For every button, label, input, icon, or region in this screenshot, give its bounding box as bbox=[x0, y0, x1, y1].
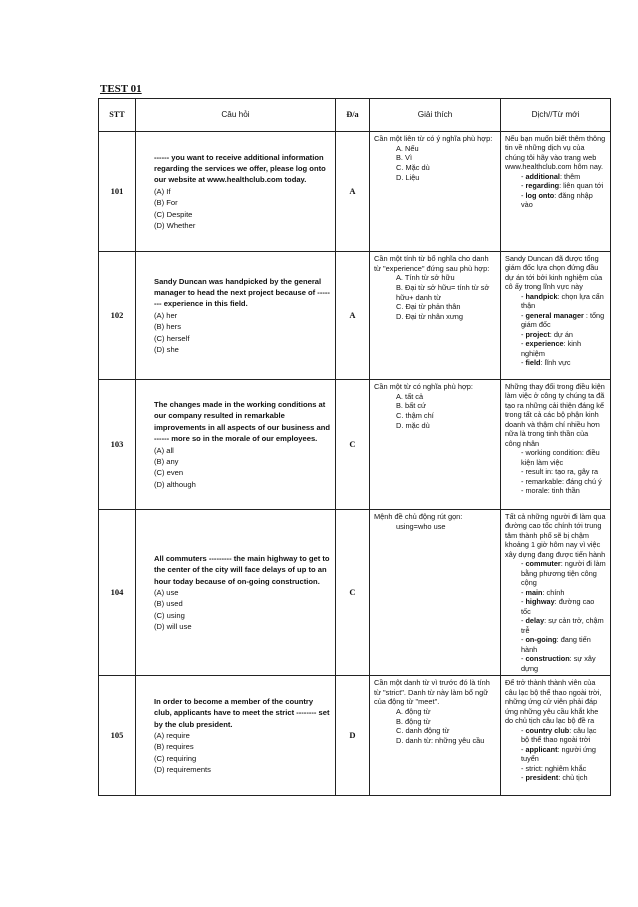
answer-option: (C) Despite bbox=[154, 209, 193, 219]
vocab-item bbox=[505, 292, 606, 311]
vocab-word: project bbox=[525, 329, 550, 339]
answer-option: (A) require bbox=[154, 731, 190, 741]
explanation-heading: Mệnh đề chủ động rút gọn: bbox=[374, 512, 463, 521]
question-cell bbox=[136, 132, 336, 252]
answer-option: (D) she bbox=[154, 344, 179, 354]
explanation-item: A. Nếu bbox=[396, 143, 419, 153]
explanation-heading: Cần một liên từ có ý nghĩa phù hợp: bbox=[374, 134, 493, 143]
vocab-meaning: : chủ tịch bbox=[558, 773, 588, 783]
translation-cell bbox=[501, 132, 611, 252]
answer-option: (B) used bbox=[154, 599, 183, 609]
vocab-meaning: : sự cản trở, chậm trễ bbox=[521, 616, 604, 635]
vocab-word: main bbox=[525, 587, 543, 597]
vocab-meaning: : đăng nhập vào bbox=[521, 190, 593, 210]
vocab-word: general manager bbox=[525, 310, 584, 320]
answer-option: (C) even bbox=[154, 468, 184, 478]
qa-table bbox=[98, 98, 611, 796]
vocab-word: additional bbox=[525, 171, 560, 181]
vocab-meaning: : sự xây dựng bbox=[521, 654, 596, 673]
question-text: ------ you want to receive additional information regarding the services we offer, please log onto our website at www.healthclub.com today. bbox=[154, 152, 326, 185]
explanation-item: D. danh từ: những yêu cầu bbox=[396, 735, 485, 745]
question-text: All commuters --------- the main highway to get to the center of the city will face delays of up to an hour today because of on-going construction. bbox=[154, 553, 330, 586]
explanation-item: D. Đại từ nhân xưng bbox=[396, 311, 463, 321]
translation-text: Để trở thành thành viên của câu lạc bộ thể thao ngoài trời, những ứng cử viên phải đáp ứng những yêu cầu khắt khe do chủ tịch câu lạc bộ đề ra bbox=[505, 678, 602, 726]
vocab-word: president bbox=[525, 773, 559, 783]
explanation-item: A. động từ bbox=[396, 707, 431, 717]
vocab-item bbox=[505, 486, 606, 495]
vocab-item bbox=[505, 635, 606, 654]
answer-option: (A) her bbox=[154, 310, 178, 320]
explanation-cell bbox=[370, 252, 501, 380]
question-number: 102 bbox=[99, 252, 136, 380]
question-text: The changes made in the working conditions at our company resulted in remarkable improvements in all aspects of our business and ------ more so in the morale of our employees. bbox=[154, 399, 330, 444]
vocab-meaning: : thêm bbox=[559, 171, 581, 181]
explanation-item: B. động từ bbox=[396, 716, 431, 726]
vocab-item bbox=[505, 172, 606, 181]
explanation-cell bbox=[370, 676, 501, 796]
explanation-item: C. thậm chí bbox=[396, 410, 434, 420]
answer-option: (B) requires bbox=[154, 742, 194, 752]
header-stt: STT bbox=[99, 99, 136, 132]
explanation-item: D. mặc dù bbox=[396, 420, 430, 430]
vocab-word: applicant bbox=[525, 744, 558, 754]
vocab-item bbox=[505, 477, 606, 486]
answer-option: (D) requirements bbox=[154, 765, 211, 775]
vocab-item bbox=[505, 358, 606, 367]
table-row bbox=[99, 132, 611, 252]
vocab-meaning: : đang tiến hành bbox=[521, 635, 591, 654]
vocab-meaning: : liên quan tới bbox=[559, 181, 604, 191]
explanation-heading: Cần một tính từ bổ nghĩa cho danh từ "experience" đứng sau phù hợp: bbox=[374, 254, 490, 273]
explanation-cell bbox=[370, 510, 501, 676]
correct-answer: C bbox=[336, 510, 370, 676]
answer-option: (A) use bbox=[154, 587, 179, 597]
question-number: 105 bbox=[99, 676, 136, 796]
vocab-item bbox=[505, 448, 606, 467]
vocab-meaning: strict: nghiêm khắc bbox=[525, 763, 587, 773]
vocab-meaning: : chính bbox=[542, 587, 565, 597]
translation-text: Nếu bạn muốn biết thêm thông tin về những dịch vụ của chúng tôi hãy vào trang web www.healthclub.com hôm nay. bbox=[505, 134, 606, 172]
vocab-word: delay bbox=[525, 616, 545, 626]
translation-text: Những thay đổi trong điều kiện làm việc ở công ty chúng ta đã tạo ra những cải thiện đáng kể trong tất cả các bộ phận kinh doanh và thậm chí nhiều hơn nữa là trong tinh thần của công nhân bbox=[505, 382, 605, 448]
correct-answer: C bbox=[336, 380, 370, 510]
question-cell bbox=[136, 676, 336, 796]
vocab-word: construction bbox=[525, 654, 570, 664]
question-cell bbox=[136, 252, 336, 380]
question-text: In order to become a member of the country club, applicants have to meet the strict -------- set by the club president. bbox=[154, 696, 330, 729]
explanation-item: A. tất cả bbox=[396, 391, 424, 401]
answer-option: (B) hers bbox=[154, 322, 182, 332]
vocab-word: highway bbox=[525, 597, 555, 607]
explanation-heading: Cần một từ có nghĩa phù hợp: bbox=[374, 382, 473, 391]
vocab-meaning: : người ứng tuyển bbox=[521, 744, 596, 764]
vocab-meaning: working condition: điều kiện làm việc bbox=[521, 448, 600, 467]
translation-text: Tất cả những người đi làm qua đường cao tốc chính tới trung tâm thành phố sẽ bị chậm khoảng 1 giờ hôm nay vì việc xây dựng đang được tiến hành bbox=[505, 512, 606, 559]
table-row bbox=[99, 510, 611, 676]
translation-cell bbox=[501, 252, 611, 380]
explanation-item: C. Đại từ phản thân bbox=[396, 302, 461, 312]
vocab-meaning: : người đi làm bằng phương tiện công cộng bbox=[521, 559, 606, 588]
vocab-item bbox=[505, 311, 606, 330]
answer-option: (D) will use bbox=[154, 622, 192, 632]
explanation-item: B. Vì bbox=[396, 153, 413, 163]
vocab-item bbox=[505, 467, 606, 476]
translation-cell bbox=[501, 380, 611, 510]
explanation-heading: Cần một danh từ vì trước đó là tính từ "strict". Danh từ này làm bổ ngữ của động từ "meet". bbox=[374, 678, 490, 707]
vocab-item bbox=[505, 339, 606, 358]
vocab-word: handpick bbox=[525, 291, 558, 301]
vocab-item bbox=[505, 654, 606, 673]
vocab-item bbox=[505, 181, 606, 190]
answer-option: (B) any bbox=[154, 456, 179, 466]
answer-option: (A) all bbox=[154, 445, 174, 455]
vocab-word: on-going bbox=[525, 635, 557, 645]
vocab-item bbox=[505, 616, 606, 635]
explanation-item: D. Liệu bbox=[396, 172, 420, 182]
table-row bbox=[99, 380, 611, 510]
explanation-item: B. bất cứ bbox=[396, 401, 427, 411]
translation-cell bbox=[501, 510, 611, 676]
page-title: TEST 01 bbox=[100, 83, 142, 95]
answer-option: (C) herself bbox=[154, 333, 190, 343]
answer-option: (C) requiring bbox=[154, 753, 197, 763]
vocab-item bbox=[505, 597, 606, 616]
header-answer: Đ/a bbox=[336, 99, 370, 132]
vocab-item bbox=[505, 330, 606, 339]
vocab-item bbox=[505, 726, 606, 745]
vocab-meaning: result in: tạo ra, gây ra bbox=[525, 467, 599, 477]
vocab-meaning: : câu lạc bộ thể thao ngoài trời bbox=[521, 725, 597, 745]
vocab-word: experience bbox=[525, 339, 564, 349]
explanation-item: C. Mặc dù bbox=[396, 162, 430, 172]
explanation-item: A. Tính từ sở hữu bbox=[396, 273, 455, 283]
vocab-item bbox=[505, 191, 606, 210]
question-cell bbox=[136, 380, 336, 510]
vocab-meaning: : kinh nghiệm bbox=[521, 339, 582, 358]
table-row bbox=[99, 252, 611, 380]
vocab-item bbox=[505, 773, 606, 782]
vocab-meaning: : lĩnh vực bbox=[540, 358, 571, 368]
question-cell bbox=[136, 510, 336, 676]
vocab-word: log onto bbox=[525, 190, 555, 200]
table-row bbox=[99, 676, 611, 796]
question-number: 103 bbox=[99, 380, 136, 510]
explanation-cell bbox=[370, 380, 501, 510]
vocab-item bbox=[505, 764, 606, 773]
explanation-cell bbox=[370, 132, 501, 252]
vocab-meaning: : đường cao tốc bbox=[521, 597, 595, 616]
answer-option: (D) although bbox=[154, 479, 196, 489]
header-question: Câu hỏi bbox=[136, 99, 336, 132]
header-explain: Giải thích bbox=[370, 99, 501, 132]
correct-answer: A bbox=[336, 252, 370, 380]
explanation-item: using=who use bbox=[396, 521, 446, 531]
correct-answer: D bbox=[336, 676, 370, 796]
table-header-row bbox=[99, 99, 611, 132]
answer-option: (A) If bbox=[154, 186, 171, 196]
correct-answer: A bbox=[336, 132, 370, 252]
answer-option: (D) Whether bbox=[154, 220, 196, 230]
translation-cell bbox=[501, 676, 611, 796]
vocab-meaning: : dự án bbox=[549, 329, 573, 339]
vocab-word: regarding bbox=[525, 181, 560, 191]
answer-option: (C) using bbox=[154, 610, 185, 620]
vocab-meaning: : tổng giám đốc bbox=[521, 310, 605, 330]
vocab-item bbox=[505, 745, 606, 764]
vocab-word: commuter bbox=[525, 559, 561, 569]
vocab-item bbox=[505, 559, 606, 587]
question-number: 104 bbox=[99, 510, 136, 676]
translation-text: Sandy Duncan đã được tổng giám đốc lựa chọn đứng đầu dự án tới bởi kinh nghiệm của cô ấy trong lĩnh vực này bbox=[505, 254, 603, 292]
explanation-item: B. Đại từ sở hữu= tính từ sở hữu+ danh từ bbox=[396, 282, 490, 302]
vocab-word: country club bbox=[525, 725, 570, 735]
explanation-item: C. danh động từ bbox=[396, 726, 450, 736]
vocab-meaning: remarkable: đáng chú ý bbox=[525, 476, 602, 486]
question-text: Sandy Duncan was handpicked by the general manager to head the next project because of -------- experience in this field. bbox=[154, 276, 330, 309]
answer-option: (B) For bbox=[154, 198, 178, 208]
vocab-item bbox=[505, 588, 606, 597]
vocab-word: field bbox=[525, 358, 541, 368]
vocab-meaning: morale: tinh thần bbox=[525, 486, 580, 496]
header-translate: Dịch//Từ mới bbox=[501, 99, 611, 132]
question-number: 101 bbox=[99, 132, 136, 252]
vocab-meaning: : chọn lựa cẩn thận bbox=[521, 291, 604, 311]
